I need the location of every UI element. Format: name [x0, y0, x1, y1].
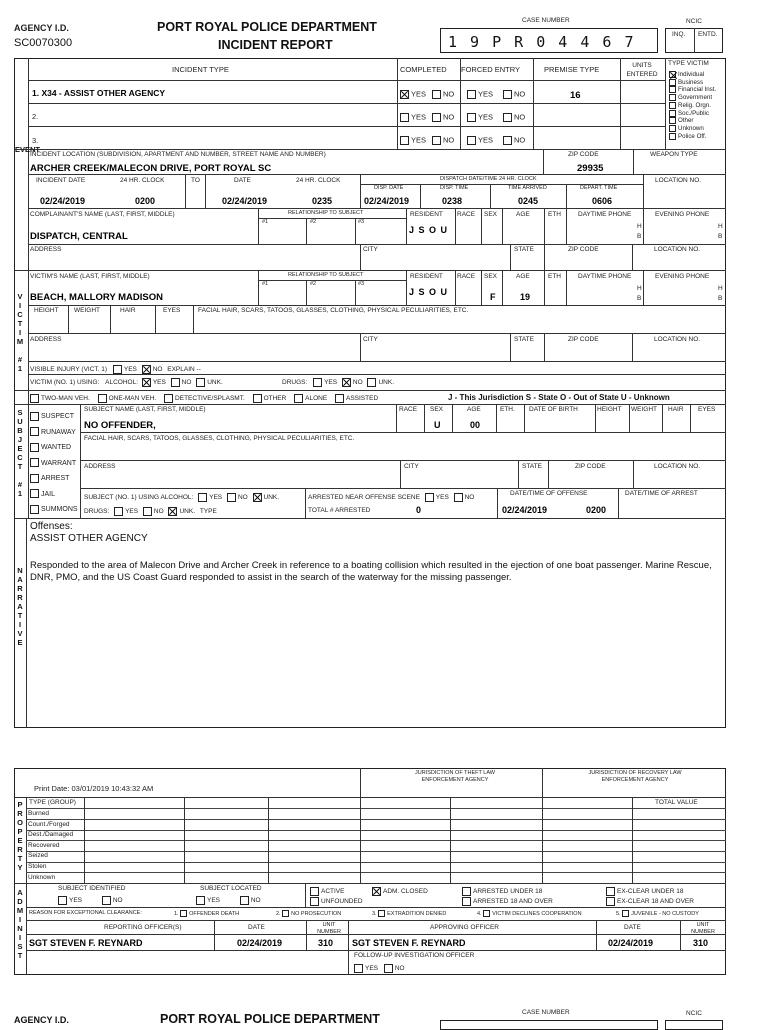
subject-identified-label: SUBJECT IDENTIFIED: [58, 885, 126, 892]
victim-rel-1: #1: [262, 281, 269, 287]
narrative-side-label: N A R R A T I V E: [17, 566, 23, 647]
victim-type-public[interactable]: Soc./Public: [669, 110, 716, 118]
subject-drugs-row: DRUGS: YES NO UNK. TYPE: [84, 508, 217, 516]
type-victim-list: [669, 71, 716, 141]
complainant-race-label: RACE: [457, 211, 476, 218]
subject-located-label: SUBJECT LOCATED: [200, 885, 262, 892]
disp-time: 0238: [442, 196, 463, 206]
victim-drugs-row: DRUGS: YES NO UNK.: [282, 379, 395, 387]
case-number-label: CASE NUMBER: [522, 17, 570, 24]
forced-2-no[interactable]: NO: [503, 113, 525, 122]
premise-type-label: PREMISE TYPE: [544, 65, 600, 74]
incident-type-2: 2.: [32, 112, 39, 121]
subject-eth-label: ETH.: [500, 406, 515, 413]
complainant-rel-1: #1: [262, 219, 269, 225]
report-date-label: DATE: [248, 924, 265, 931]
complainant-day-phone-label: DAYTIME PHONE: [578, 211, 632, 218]
victim-name-label: VICTIM'S NAME (LAST, FIRST, MIDDLE): [30, 273, 150, 280]
total-value-label: TOTAL VALUE: [655, 799, 698, 806]
reporting-officer: SGT STEVEN F. REYNARD: [29, 938, 143, 948]
next-department-name: PORT ROYAL POLICE DEPARTMENT: [160, 1012, 380, 1026]
complainant-age-label: AGE: [516, 211, 530, 218]
total-arrested: 0: [416, 505, 422, 515]
subject-race-label: RACE: [399, 406, 418, 413]
victim-eve-b: B: [718, 295, 723, 302]
status-unfounded[interactable]: UNFOUNDED: [310, 897, 363, 906]
offense-time: 0200: [586, 505, 607, 515]
complainant-eth-label: ETH: [548, 211, 561, 218]
type-group-label: TYPE (GROUP): [29, 799, 76, 806]
ncic-label: NCIC: [686, 18, 702, 25]
reporting-officer-label: REPORTING OFFICER(S): [104, 924, 182, 931]
complainant-name-label: COMPLAINANT'S NAME (LAST, FIRST, MIDDLE): [30, 211, 175, 218]
next-ncic-label: NCIC: [686, 1010, 702, 1017]
report-title: INCIDENT REPORT: [218, 38, 333, 52]
victim-race-label: RACE: [457, 273, 476, 280]
incident-time: 0200: [135, 196, 156, 206]
incident-type-3: 3.: [32, 136, 39, 145]
victim-sex: F: [490, 292, 496, 302]
subject-located-yes[interactable]: [196, 896, 205, 905]
complainant-rel-2: #2: [310, 219, 317, 225]
subject-type-jail[interactable]: JAIL: [30, 487, 78, 503]
offense-text: ASSIST OTHER AGENCY: [30, 533, 148, 544]
victim-day-phone-label: DAYTIME PHONE: [578, 273, 632, 280]
victim-name: BEACH, MALLORY MADISON: [30, 292, 163, 303]
victim-using-row: VICTIM (NO. 1) USING: ALCOHOL: YES NO UNK.: [30, 379, 223, 387]
incident-zip: 29935: [577, 163, 604, 174]
juris-recovery-label: JURISDICTION OF RECOVERY LAW ENFORCEMENT AGENCY: [588, 770, 682, 783]
subject-address-label: ADDRESS: [84, 463, 116, 470]
complainant-eve-h: H: [718, 223, 723, 230]
victim-weight-label: WEIGHT: [74, 307, 100, 314]
subject-state-label: STATE: [522, 463, 542, 470]
victim-hair-label: HAIR: [120, 307, 136, 314]
victim-eve-phone-label: EVENING PHONE: [655, 273, 710, 280]
subject-located-no[interactable]: [240, 896, 249, 905]
subject-height-label: HEIGHT: [597, 406, 622, 413]
property-row-recovered: Recovered: [28, 841, 60, 849]
narrative-text: Responded to the area of Malecon Drive and Archer Creek in reference to a boating collision which resulted in the ejection of one boat passenger. Marine Rescue, DNR, PMO, and the US Coast Guard responded to assist in the search of the waterway for the missing passenger.: [30, 560, 712, 583]
reason-label: REASON FOR EXCEPTIONAL CLEARANCE:: [29, 910, 142, 916]
time-arrived: 0245: [518, 196, 539, 206]
report-date: 02/24/2019: [237, 938, 283, 948]
victim-type-government[interactable]: Government: [669, 94, 716, 102]
victim-day-h: H: [637, 285, 642, 292]
victim-state-label: STATE: [514, 336, 534, 343]
unit-number-label: UNIT NUMBER: [317, 922, 341, 935]
followup-options: YES NO: [354, 964, 405, 973]
victim-zip-label: ZIP CODE: [568, 336, 599, 343]
dt-arrest-label: DATE/TIME OF ARREST: [625, 490, 698, 497]
arrested-near-no[interactable]: [454, 493, 463, 502]
reason-4[interactable]: 4. VICTIM DECLINES COOPERATION: [477, 910, 582, 917]
subject-sex: U: [434, 420, 441, 430]
complainant-resident-label: RESIDENT: [410, 211, 443, 218]
disp-date-label: DISP. DATE: [374, 185, 404, 191]
alone-checkbox[interactable]: [294, 394, 303, 403]
ncic-entd-label: ENTD.: [698, 31, 718, 38]
victim-drugs-unk[interactable]: [367, 378, 376, 387]
victim-type-police[interactable]: Police Off.: [669, 133, 716, 141]
date-location-no-label: LOCATION NO.: [655, 177, 702, 184]
status-arrested-under-18[interactable]: ARRESTED UNDER 18: [462, 887, 542, 896]
subject-side-label: S U B J E C T # 1: [17, 408, 23, 498]
subject-hair-label: HAIR: [668, 406, 684, 413]
subject-name-label: SUBJECT NAME (LAST, FIRST, MIDDLE): [84, 406, 206, 413]
subject-type-warrant[interactable]: WARRANT: [30, 456, 78, 472]
victim-drugs-no[interactable]: [342, 378, 351, 387]
depart-time-label: DEPART. TIME: [580, 185, 618, 191]
agency-id: SC0070300: [14, 37, 73, 49]
forced-3-yes[interactable]: YES: [467, 136, 493, 145]
arrested-near-yes[interactable]: [425, 493, 434, 502]
victim-type-religious[interactable]: Relig. Orgn.: [669, 102, 716, 110]
subject-zip-label: ZIP CODE: [575, 463, 606, 470]
subject-alcohol-yes[interactable]: [198, 493, 207, 502]
print-date: Print Date: 03/01/2019 10:43:32 AM: [34, 784, 154, 793]
location-label: INCIDENT LOCATION (SUBDIVISION, APARTMENT AND NUMBER, STREET NAME AND NUMBER): [30, 151, 326, 158]
victim-rel-2: #2: [310, 281, 317, 287]
approve-date: 02/24/2019: [608, 938, 654, 948]
units-entered-label: UNITS ENTERED: [626, 62, 658, 78]
subject-identified-no[interactable]: [102, 896, 111, 905]
to-date: 02/24/2019: [222, 196, 268, 206]
next-agency-label: AGENCY I.D.: [14, 1015, 69, 1025]
weapon-type-label: WEAPON TYPE: [650, 151, 698, 158]
subject-drugs-unk[interactable]: [168, 507, 177, 516]
complainant-name: DISPATCH, CENTRAL: [30, 231, 128, 242]
victim-relationship-label: RELATIONSHIP TO SUBJECT: [288, 272, 364, 278]
reason-3[interactable]: 3. EXTRADITION DENIED: [372, 910, 447, 917]
property-side-label: P R O P E R T Y: [17, 800, 23, 872]
subject-type-list: [30, 409, 78, 518]
agency-id-label: AGENCY I.D.: [14, 23, 69, 33]
followup-label: FOLLOW-UP INVESTIGATION OFFICER: [354, 952, 475, 959]
subject-sex-label: SEX: [430, 406, 444, 413]
injury-no[interactable]: [142, 365, 151, 374]
subject-name: NO OFFENDER,: [84, 420, 156, 431]
visible-injury-row: VISIBLE INJURY (VICT. 1) YES NO EXPLAIN --: [30, 366, 201, 374]
completed-2-no[interactable]: NO: [432, 113, 454, 122]
forced-1-yes[interactable]: YES: [467, 90, 493, 99]
complainant-location-no-label: LOCATION NO.: [654, 246, 701, 253]
subject-identified-options: YES NO: [58, 896, 123, 905]
forced-3-no[interactable]: NO: [503, 136, 525, 145]
approve-unit-label: UNIT NUMBER: [691, 922, 715, 935]
approving-officer-label: APPROVING OFFICER: [430, 924, 499, 931]
other-checkbox[interactable]: [253, 394, 262, 403]
victim-type-financial[interactable]: Financial Inst.: [669, 86, 716, 94]
subject-drugs-no[interactable]: [143, 507, 152, 516]
subject-facial-label: FACIAL HAIR, SCARS, TATOOS, GLASSES, CLOTHING, PHYSICAL PECULIARITIES, ETC.: [84, 435, 355, 442]
complainant-sex-label: SEX: [484, 211, 498, 218]
property-row-seized: Seized: [28, 852, 48, 860]
victim-age: 19: [520, 292, 531, 302]
completed-3-no[interactable]: NO: [432, 136, 454, 145]
subject-alcohol-unk[interactable]: [253, 493, 262, 502]
victim-address-label: ADDRESS: [30, 336, 62, 343]
to-label: TO: [191, 177, 200, 184]
time-arrived-label: TIME ARRIVED: [508, 185, 547, 191]
complainant-address-label: ADDRESS: [30, 246, 62, 253]
victim-alcohol-yes[interactable]: [142, 378, 151, 387]
one-man-veh-checkbox[interactable]: [98, 394, 107, 403]
subject-location-no-label: LOCATION NO.: [654, 463, 701, 470]
subject-type-summons[interactable]: SUMMONS: [30, 502, 78, 518]
complainant-rel-3: #3: [358, 219, 365, 225]
completed-1-no[interactable]: NO: [432, 90, 454, 99]
complainant-day-b: B: [637, 233, 642, 240]
subject-type-arrest[interactable]: ARREST: [30, 471, 78, 487]
subject-located-options: YES NO: [196, 896, 261, 905]
forced-2-yes[interactable]: YES: [467, 113, 493, 122]
dispatch-label: DISPATCH DATE/TIME 24 HR. CLOCK: [440, 176, 537, 182]
victim-type-unknown[interactable]: Unknown: [669, 125, 716, 133]
complainant-city-label: CITY: [363, 246, 378, 253]
next-case-number-label: CASE NUMBER: [522, 1009, 570, 1016]
victim-day-b: B: [637, 295, 642, 302]
complainant-eve-phone-label: EVENING PHONE: [655, 211, 710, 218]
disp-time-label: DISP. TIME: [440, 185, 469, 191]
case-number: 1 9 P R 0 4 4 6 7: [448, 33, 636, 51]
property-row-burned: Burned: [28, 810, 49, 817]
completed-2-yes[interactable]: YES: [400, 113, 426, 122]
next-case-number-box: [440, 1020, 658, 1030]
subject-age-label: AGE: [467, 406, 481, 413]
arrested-near-row: ARRESTED NEAR OFFENSE SCENE YES NO: [308, 494, 475, 502]
incident-type-1: 1. X34 - ASSIST OTHER AGENCY: [32, 88, 166, 98]
subject-type-runaway[interactable]: RUNAWAY: [30, 425, 78, 441]
zip-label: ZIP CODE: [568, 151, 599, 158]
victim-eyes-label: EYES: [163, 307, 181, 314]
reason-2[interactable]: 2. NO PROSECUTION: [276, 910, 342, 917]
jurisdiction-legend: J - This Jurisdiction S - State O - Out of State U - Unknown: [448, 393, 670, 402]
complainant-relationship-label: RELATIONSHIP TO SUBJECT: [288, 210, 364, 216]
assisted-checkbox[interactable]: [335, 394, 344, 403]
complainant-zip-label: ZIP CODE: [568, 246, 599, 253]
victim-sex-label: SEX: [484, 273, 498, 280]
reason-5[interactable]: 5. JUVENILE - NO CUSTODY: [616, 910, 699, 917]
injury-yes[interactable]: [113, 365, 122, 374]
subject-city-label: CITY: [404, 463, 419, 470]
completed-3-yes[interactable]: YES: [400, 136, 426, 145]
victim-facial-label: FACIAL HAIR, SCARS, TATOOS, GLASSES, CLOTHING, PHYSICAL PECULIARITIES, ETC.: [198, 307, 469, 314]
reason-1[interactable]: 1. OFFENDER DEATH: [174, 910, 240, 917]
victim-type-business[interactable]: Business: [669, 79, 716, 87]
subject-type-wanted[interactable]: WANTED: [30, 440, 78, 456]
status-ex-clear-under-18[interactable]: EX-CLEAR UNDER 18: [606, 887, 683, 896]
approving-officer: SGT STEVEN F. REYNARD: [352, 938, 466, 948]
approve-unit: 310: [693, 938, 709, 948]
subject-weight-label: WEIGHT: [631, 406, 657, 413]
victim-resident-codes: J S O U: [409, 287, 449, 297]
detective-checkbox[interactable]: [164, 394, 173, 403]
followup-no[interactable]: [384, 964, 393, 973]
status-arrested-18-over[interactable]: ARRESTED 18 AND OVER: [462, 897, 553, 906]
completed-label: COMPLETED: [400, 65, 447, 74]
subject-drugs-yes[interactable]: [114, 507, 123, 516]
subject-eyes-label: EYES: [698, 406, 716, 413]
premise-type-1: 16: [570, 90, 581, 101]
victim-drugs-yes[interactable]: [313, 378, 322, 387]
complainant-state-label: STATE: [514, 246, 534, 253]
victim-alcohol-no[interactable]: [171, 378, 180, 387]
type-victim-label: TYPE VICTIM: [668, 60, 709, 67]
subject-alcohol-row: SUBJECT (NO. 1) USING ALCOHOL: YES NO UNK.: [84, 494, 280, 502]
property-row-damaged: Dest./Damaged: [28, 831, 74, 839]
clock-label-1: 24 HR. CLOCK: [120, 177, 165, 184]
to-time: 0235: [312, 196, 333, 206]
followup-yes[interactable]: [354, 964, 363, 973]
victim-type-other[interactable]: Other: [669, 117, 716, 125]
victim-resident-label: RESIDENT: [410, 273, 443, 280]
incident-type-label: INCIDENT TYPE: [172, 65, 229, 74]
property-row-stolen: Stolen: [28, 862, 47, 870]
approve-date-label: DATE: [624, 924, 641, 931]
report-unit: 310: [318, 938, 334, 948]
victim-city-label: CITY: [363, 336, 378, 343]
victim-alcohol-unk[interactable]: [196, 378, 205, 387]
event-side-label: EVENT: [15, 145, 41, 154]
dt-offense-label: DATE/TIME OF OFFENSE: [510, 490, 588, 497]
victim-height-label: HEIGHT: [34, 307, 59, 314]
forced-entry-label: FORCED ENTRY: [461, 65, 521, 74]
juris-theft-label: JURISDICTION OF THEFT LAW ENFORCEMENT AGENCY: [415, 770, 495, 783]
subject-dob-label: DATE OF BIRTH: [529, 406, 578, 413]
completed-1-yes[interactable]: YES: [400, 90, 426, 99]
subject-type-suspect[interactable]: SUSPECT: [30, 409, 78, 425]
admin-side-label: A D M I N I S T: [16, 888, 24, 960]
depart-time: 0606: [592, 196, 613, 206]
date-label: DATE: [234, 177, 251, 184]
ncic-inq-label: INQ.: [672, 31, 686, 38]
victim-type-individual[interactable]: Individual: [669, 71, 716, 79]
complainant-eve-b: B: [718, 233, 723, 240]
assignment-row: TWO-MAN VEH. ONE-MAN VEH. DETECTIVE/SPLASMT. OTHER ALONE ASSISTED: [30, 394, 378, 403]
status-active[interactable]: ACTIVE: [310, 887, 344, 896]
subject-identified-yes[interactable]: [58, 896, 67, 905]
status-adm-closed[interactable]: ADM. CLOSED: [372, 887, 428, 896]
complainant-day-h: H: [637, 223, 642, 230]
complainant-resident-codes: J S O U: [409, 225, 449, 235]
offenses-label: Offenses:: [30, 521, 73, 532]
clock-label-2: 24 HR. CLOCK: [296, 177, 341, 184]
forced-1-no[interactable]: NO: [503, 90, 525, 99]
victim-eve-h: H: [718, 285, 723, 292]
property-row-counterfeit: Count./Forged: [28, 820, 70, 828]
next-ncic-box: [665, 1020, 723, 1030]
victim-age-label: AGE: [516, 273, 530, 280]
subject-alcohol-no[interactable]: [227, 493, 236, 502]
property-row-unknown: Unknown: [28, 873, 56, 881]
victim-eth-label: ETH: [548, 273, 561, 280]
incident-location: ARCHER CREEK/MALECON DRIVE, PORT ROYAL SC: [30, 163, 272, 174]
disp-date: 02/24/2019: [364, 196, 410, 206]
offense-date: 02/24/2019: [502, 505, 548, 515]
incident-date-label: INCIDENT DATE: [36, 177, 86, 184]
total-arrested-label: TOTAL # ARRESTED: [308, 507, 371, 514]
incident-date: 02/24/2019: [40, 196, 86, 206]
victim-side-label: V I C T I M # 1: [16, 292, 24, 373]
victim-location-no-label: LOCATION NO.: [654, 336, 701, 343]
subject-age: 00: [470, 420, 481, 430]
status-ex-clear-18-over[interactable]: EX-CLEAR 18 AND OVER: [606, 897, 694, 906]
victim-rel-3: #3: [358, 281, 365, 287]
department-name: PORT ROYAL POLICE DEPARTMENT: [157, 20, 377, 34]
two-man-veh-checkbox[interactable]: [30, 394, 39, 403]
